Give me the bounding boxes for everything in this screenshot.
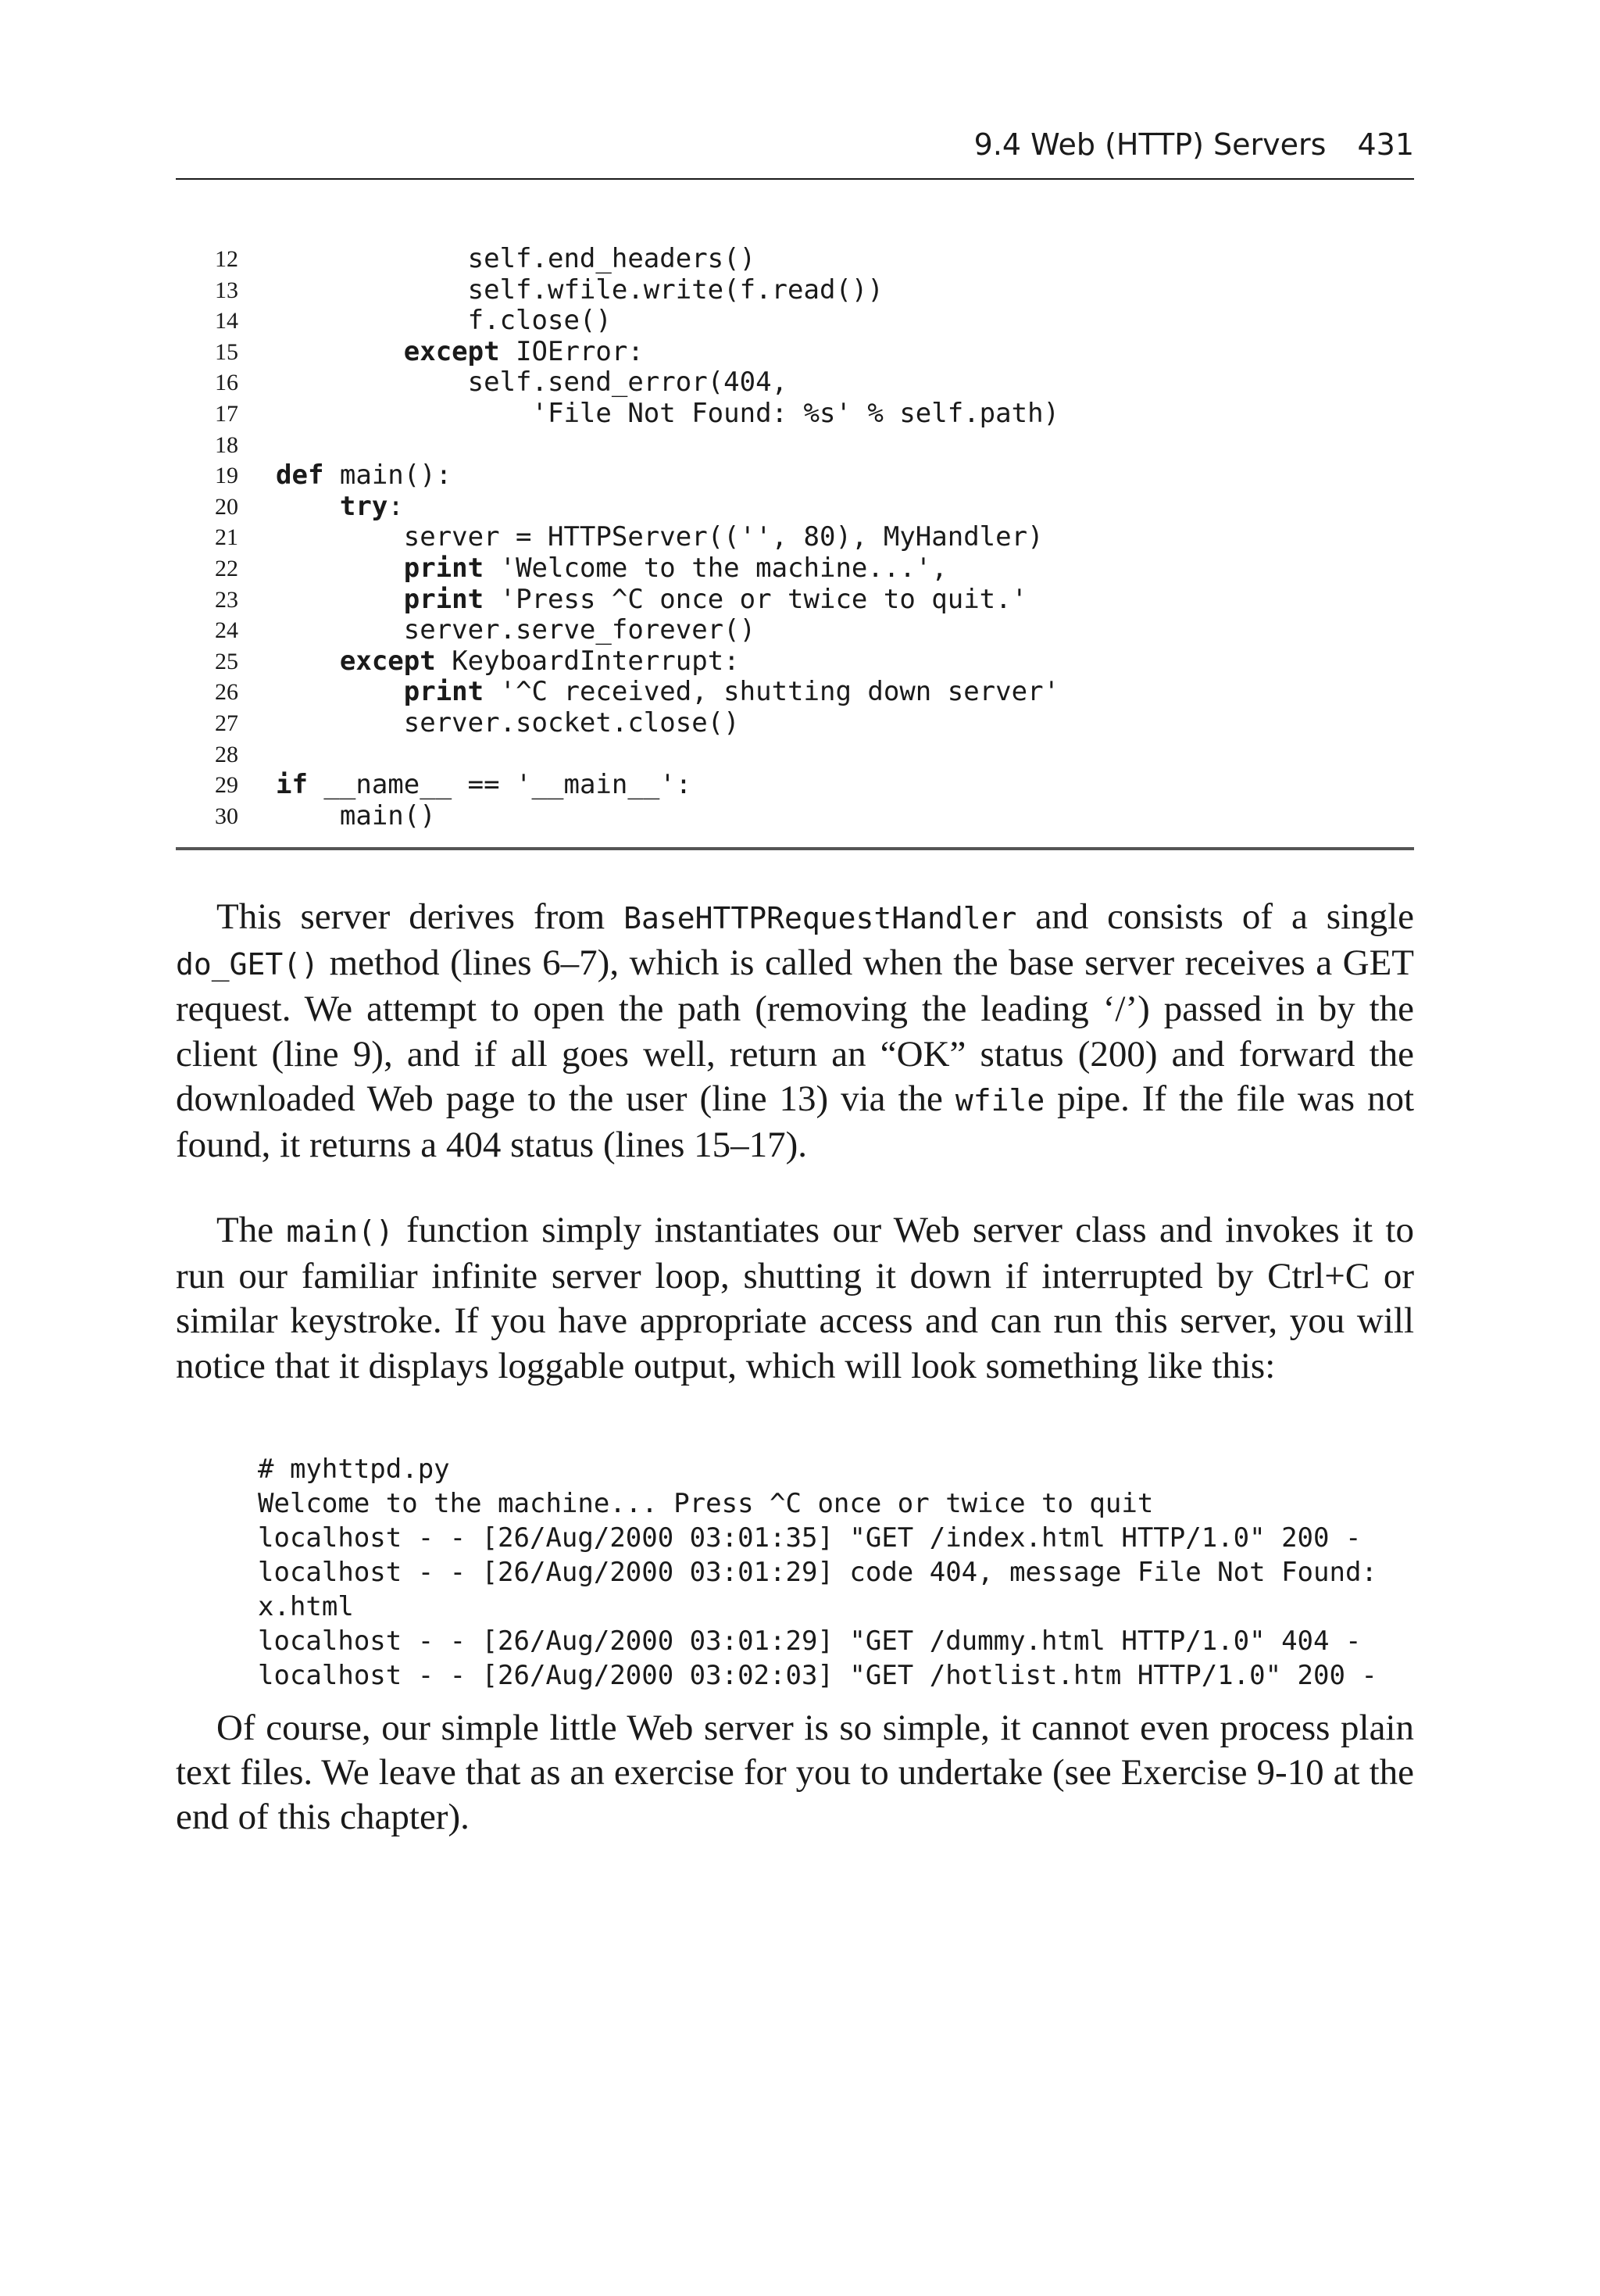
para2-text-a: The xyxy=(216,1210,287,1250)
code-text xyxy=(276,522,1044,553)
code-line xyxy=(176,615,1414,646)
line-number: 23 xyxy=(215,586,238,613)
code-segment: '^C received, shutting down server' xyxy=(484,676,1060,708)
code-segment: __name__ == '__main__': xyxy=(307,769,692,801)
code-keyword: def xyxy=(276,460,324,492)
code-segment: 'Press ^C once or twice to quit.' xyxy=(484,583,1028,615)
code-text xyxy=(276,585,1027,616)
code-text xyxy=(276,801,436,832)
code-line xyxy=(176,460,1414,492)
code-keyword: print xyxy=(403,583,484,615)
code-line xyxy=(176,801,1414,832)
line-number: 29 xyxy=(215,772,238,799)
section-title: 9.4 Web (HTTP) Servers xyxy=(973,127,1327,162)
line-number: 19 xyxy=(215,463,238,489)
code-keyword: except xyxy=(403,335,500,367)
output-line: Welcome to the machine... Press ^C once or twice to quit xyxy=(258,1488,1154,1519)
line-number: 25 xyxy=(215,648,238,674)
paragraph-main-function xyxy=(176,1208,1414,1389)
code-segment: server = HTTPServer(('', 80), MyHandler) xyxy=(276,521,1044,553)
code-keyword: print xyxy=(403,552,484,584)
code-line xyxy=(176,646,1414,678)
inline-code-main: main() xyxy=(286,1214,394,1249)
line-number: 17 xyxy=(215,400,238,427)
code-line xyxy=(176,337,1414,368)
code-segment: f.close() xyxy=(276,305,612,337)
code-segment: 'File Not Found: %s' % self.path) xyxy=(276,397,1060,429)
paragraph-conclusion xyxy=(176,1706,1414,1840)
code-text xyxy=(276,646,740,678)
code-text xyxy=(276,770,691,801)
running-header xyxy=(176,117,1414,172)
output-line: x.html xyxy=(258,1591,354,1622)
code-segment: IOError: xyxy=(499,335,644,367)
code-line xyxy=(176,244,1414,275)
para1-text-c: method (lines 6–7), which is called when the base server receives a GET request. We attempt to open the path (removing the leading ‘/’) passed in by the client (line 9), and if all goes well, return an “OK” status (200) and forward the downloaded Web page to the user (line 13) via the xyxy=(176,942,1414,1119)
code-segment: self.wfile.write(f.read()) xyxy=(276,274,884,306)
code-text xyxy=(276,244,755,275)
inline-code-basehttprequesthandler: BaseHTTPRequestHandler xyxy=(623,901,1017,935)
code-keyword: print xyxy=(403,676,484,708)
para1-text-b: and consists of a single xyxy=(1016,896,1414,937)
line-number: 27 xyxy=(215,710,238,736)
code-line xyxy=(176,399,1414,430)
line-number: 16 xyxy=(215,370,238,396)
code-keyword: except xyxy=(339,645,436,677)
line-number: 14 xyxy=(215,308,238,334)
line-number: 18 xyxy=(215,431,238,458)
code-text xyxy=(276,306,612,337)
inline-code-do-get: do_GET() xyxy=(176,947,320,982)
code-segment xyxy=(276,584,404,615)
line-number: 13 xyxy=(215,277,238,303)
code-segment xyxy=(276,553,404,584)
code-text xyxy=(276,677,1059,708)
line-number: 28 xyxy=(215,741,238,767)
code-text xyxy=(276,553,948,585)
code-text xyxy=(276,492,404,523)
code-line xyxy=(176,739,1414,771)
para1-text-d: pipe. If the file was not found, it returns a 404 status (lines 15–17). xyxy=(176,1078,1415,1166)
code-line xyxy=(176,492,1414,523)
code-segment xyxy=(276,646,340,677)
line-number: 30 xyxy=(215,803,238,829)
code-text xyxy=(276,399,1059,430)
para1-text-a: This server derives from xyxy=(216,896,624,937)
output-line: # myhttpd.py xyxy=(258,1454,450,1485)
code-line xyxy=(176,770,1414,801)
line-number: 26 xyxy=(215,679,238,706)
code-line xyxy=(176,430,1414,461)
code-line xyxy=(176,677,1414,708)
line-number: 12 xyxy=(215,246,238,272)
code-line xyxy=(176,367,1414,399)
code-text xyxy=(276,708,740,739)
para3-text: Of course, our simple little Web server is so simple, it cannot even process plain text files. We leave that as an exercise for you to undertake (see Exercise 9-10 at the end of this chapter). xyxy=(176,1708,1414,1838)
code-text xyxy=(276,367,788,399)
code-keyword: try xyxy=(339,490,388,522)
output-line: localhost - - [26/Aug/2000 03:01:35] "GET /index.html HTTP/1.0" 200 - xyxy=(258,1522,1362,1554)
code-line xyxy=(176,275,1414,306)
line-number: 15 xyxy=(215,338,238,365)
inline-code-wfile: wfile xyxy=(955,1082,1045,1118)
line-number: 24 xyxy=(215,617,238,644)
line-number: 22 xyxy=(215,555,238,581)
code-segment: KeyboardInterrupt: xyxy=(435,645,740,677)
code-segment xyxy=(276,336,404,367)
code-segment xyxy=(276,676,404,707)
code-line xyxy=(176,708,1414,739)
page-number: 431 xyxy=(1357,127,1414,162)
code-segment: : xyxy=(388,490,404,522)
code-text xyxy=(276,460,452,492)
code-line xyxy=(176,306,1414,337)
code-segment: 'Welcome to the machine...', xyxy=(484,552,948,584)
code-segment: server.serve_forever() xyxy=(276,614,756,646)
line-number: 21 xyxy=(215,524,238,551)
output-line: localhost - - [26/Aug/2000 03:01:29] "GET /dummy.html HTTP/1.0" 404 - xyxy=(258,1625,1362,1657)
code-segment: self.end_headers() xyxy=(276,243,756,274)
code-segment: self.send_error(404, xyxy=(276,367,788,399)
code-line xyxy=(176,522,1414,553)
code-line xyxy=(176,553,1414,585)
code-text xyxy=(276,615,755,646)
code-listing xyxy=(176,244,1414,831)
header-rule xyxy=(176,178,1414,180)
code-segment: main(): xyxy=(323,460,452,492)
code-keyword: if xyxy=(276,769,308,801)
code-segment xyxy=(276,491,340,522)
code-text xyxy=(276,275,884,306)
code-segment: server.socket.close() xyxy=(276,706,740,739)
server-output-block xyxy=(258,1452,1414,1693)
output-line: localhost - - [26/Aug/2000 03:02:03] "GET /hotlist.htm HTTP/1.0" 200 - xyxy=(258,1660,1377,1691)
paragraph-server-description xyxy=(176,895,1414,1168)
code-text xyxy=(276,337,644,368)
code-segment: main() xyxy=(276,799,436,831)
line-number: 20 xyxy=(215,493,238,520)
para2-text-b: function simply instantiates our Web server class and invokes it to run our familiar infinite server loop, shutting it down if interrupted by Ctrl+C or similar keystroke. If you have appropriate access and can run this server, you will notice that it displays loggable output, which will look something like this: xyxy=(176,1210,1414,1386)
listing-bottom-rule xyxy=(176,847,1414,850)
output-line: localhost - - [26/Aug/2000 03:01:29] code 404, message File Not Found: xyxy=(258,1557,1377,1588)
code-line xyxy=(176,585,1414,616)
